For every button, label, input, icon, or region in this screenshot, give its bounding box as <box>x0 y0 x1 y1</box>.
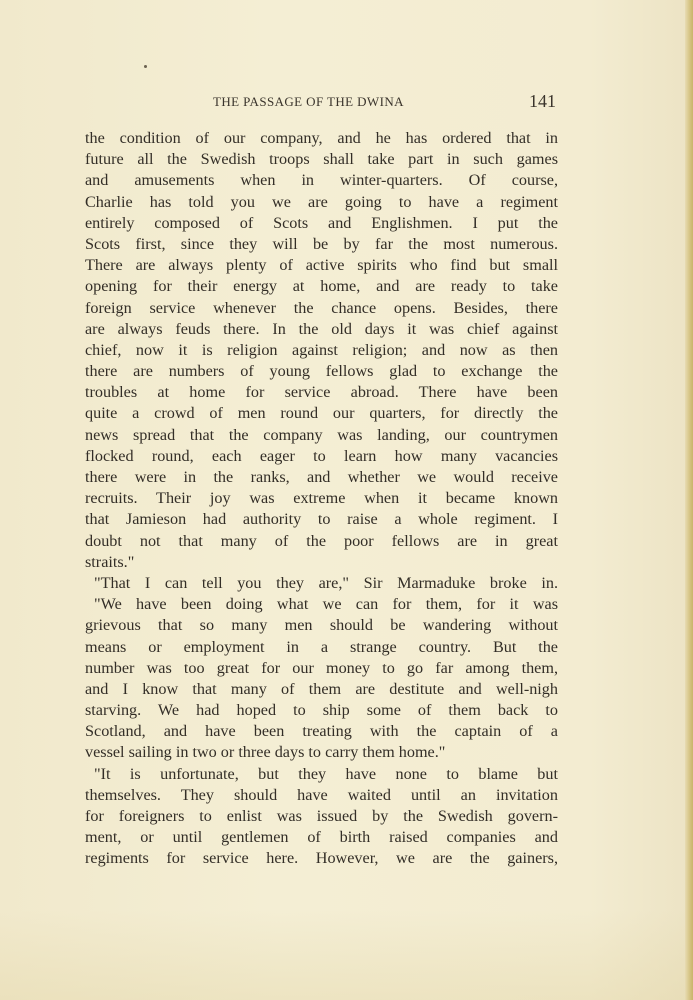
text-line: Scotland, and have been treating with the captain of a <box>85 722 558 741</box>
text-line: and I know that many of them are destitute and well-nigh <box>85 679 558 698</box>
text-line: regiments for service here. However, we are the gainers, <box>85 849 558 868</box>
text-line: Charlie has told you we are going to have a regiment <box>85 192 558 211</box>
page-speck <box>144 65 147 68</box>
text-line: there are numbers of young fellows glad to exchange the <box>85 362 558 381</box>
text-line: the condition of our company, and he has ordered that in <box>85 129 558 147</box>
text-line: ment, or until gentlemen of birth raised companies and <box>85 828 558 847</box>
text-line: vessel sailing in two or three days to carry them home." <box>85 743 446 762</box>
text-line: chief, now it is religion against religion; and now as then <box>85 340 558 359</box>
body-text <box>85 128 558 870</box>
text-line: "That I can tell you they are," Sir Marmaduke broke in. <box>94 573 558 592</box>
text-line: future all the Swedish troops shall take part in such games <box>85 150 558 169</box>
paper-discoloration <box>0 910 693 1000</box>
page-number: 141 <box>529 91 556 111</box>
text-line: that Jamieson had authority to raise a whole regiment. I <box>85 510 558 529</box>
text-line: Scots first, since they will be by far the most numerous. <box>85 234 558 253</box>
text-line: news spread that the company was landing, our countrymen <box>85 425 558 444</box>
text-line: grievous that so many men should be wandering without <box>85 616 558 635</box>
text-line: recruits. Their joy was extreme when it became known <box>85 489 558 508</box>
text-line: means or employment in a strange country. But the <box>85 637 558 656</box>
text-line: troubles at home for service abroad. There have been <box>85 383 558 402</box>
text-line: straits." <box>85 552 135 571</box>
text-line: and amusements when in winter-quarters. Of course, <box>85 171 558 190</box>
text-line: doubt not that many of the poor fellows are in great <box>85 531 558 550</box>
text-line: opening for their energy at home, and are ready to take <box>85 277 558 296</box>
running-title: THE PASSAGE OF THE DWINA <box>213 94 404 109</box>
page-edge <box>685 0 693 1000</box>
text-line: flocked round, each eager to learn how many vacancies <box>85 446 558 465</box>
text-line: are always feuds there. In the old days it was chief against <box>85 319 558 338</box>
text-line: "We have been doing what we can for them, for it was <box>94 595 558 614</box>
text-line: quite a crowd of men round our quarters, for directly the <box>85 404 558 423</box>
text-line: themselves. They should have waited until an invitation <box>85 785 558 804</box>
text-line: entirely composed of Scots and Englishmen. I put the <box>85 213 558 232</box>
text-line: There are always plenty of active spirits who find but small <box>85 256 558 275</box>
running-head <box>85 92 558 116</box>
text-line: number was too great for our money to go far among them, <box>85 658 558 677</box>
text-line: there were in the ranks, and whether we would receive <box>85 468 558 486</box>
text-line: starving. We had hoped to ship some of them back to <box>85 701 558 720</box>
text-line: "It is unfortunate, but they have none to blame but <box>94 764 558 783</box>
text-line: foreign service whenever the chance opens. Besides, there <box>85 298 558 317</box>
text-line: for foreigners to enlist was issued by the Swedish govern- <box>85 807 558 825</box>
